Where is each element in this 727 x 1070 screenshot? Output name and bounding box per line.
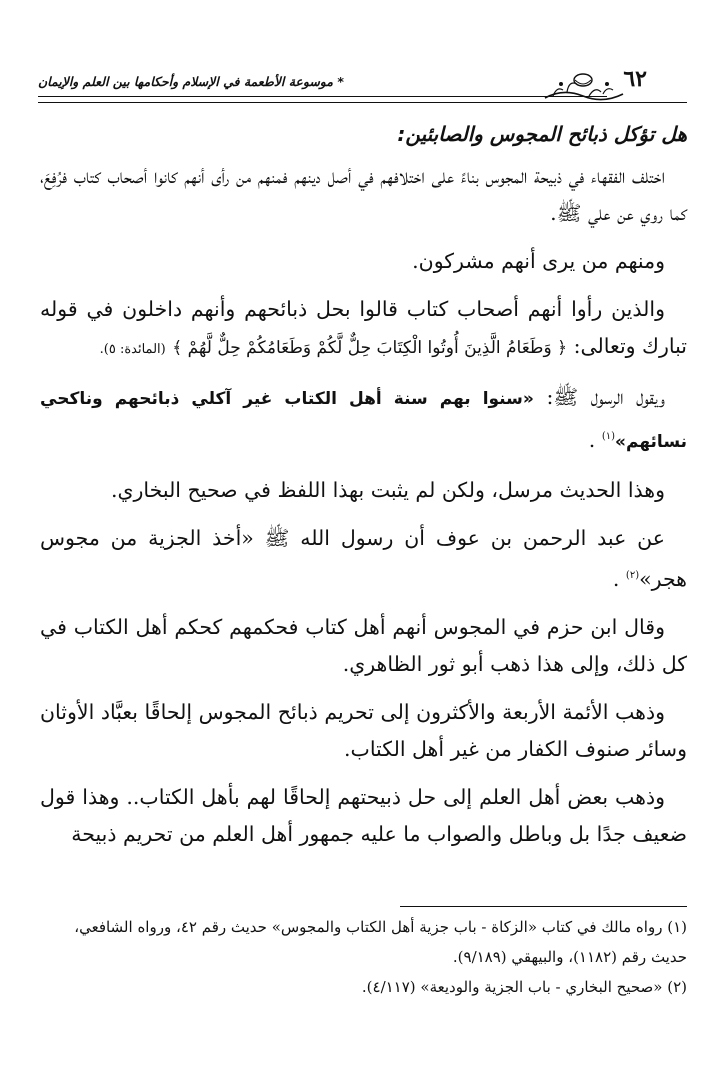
paragraph-text: عن عبد الرحمن بن عوف أن رسول الله ﷺ «أخذ الجزية من مجوس هجر» <box>40 525 687 591</box>
hadith-quote: «سنوا بهم سنة أهل الكتاب غير آكلي ذبائحهم وناكحي نسائهم» <box>40 389 687 452</box>
paragraph: ومنهم من يرى أنهم مشركون. <box>412 249 665 273</box>
floral-ornament-icon <box>543 70 625 104</box>
paragraph <box>40 291 687 368</box>
verse-reference: (المائدة: ٥). <box>99 342 166 357</box>
footnote: (١) رواه مالك في كتاب «الزكاة - باب جزية أهل الكتاب والمجوس» حديث رقم ٤٢، ورواه الشافعي، حديث رقم (١١٨٢)، والبيهقي (٩/١٨٩). <box>74 918 687 966</box>
paragraph: ويقول الرسول ﷺ: «سنوا بهم سنة أهل الكتاب غير آكلي ذبائحهم وناكحي نسائهم»$^{(١)}$ . <box>40 385 687 452</box>
paragraph: وذهب بعض أهل العلم إلى حل ذبيحتهم إلحاقًا لهم بأهل الكتاب.. وهذا قول ضعيف جدًا بل وباطل والصواب ما عليه جمهور أهل العلم من تحريم ذبيحة <box>40 784 687 846</box>
paragraph: وذهب الأئمة الأربعة والأكثرون إلى تحريم ذبائح المجوس إلحاقًا بعبَّاد الأوثان وسائر صنوف الكفار من غير أهل الكتاب. <box>40 699 687 761</box>
page-number: ٦٢ <box>623 66 647 92</box>
footnote: (٢) «صحيح البخاري - باب الجزية والوديعة» (٤/١١٧). <box>361 978 687 996</box>
paragraph: وهذا الحديث مرسل، ولكن لم يثبت بهذا اللفظ في صحيح البخاري. <box>110 477 665 502</box>
section-heading: هل تؤكل ذبائح المجوس والصابئين: <box>397 122 687 146</box>
main-text <box>40 158 687 864</box>
footnote-marker[interactable]: (٢) <box>625 569 640 581</box>
paragraph: وقال ابن حزم في المجوس أنهم أهل كتاب فحكمهم كحكم أهل الكتاب في كل ذلك، وإلى هذا ذهب أبو ثور الظاهري. <box>40 614 687 676</box>
page-header <box>38 62 687 112</box>
paragraph: عن عبد الرحمن بن عوف أن رسول الله ﷺ «أخذ الجزية من مجوس هجر»$^{(٢)}$ . <box>40 525 687 591</box>
header-rule-thin <box>38 102 687 103</box>
paragraph: اختلف الفقهاء في ذبيحة المجوس بناءً على اختلافهم في أصل دينهم فمنهم من رأى أنهم كانوا أصحاب كتاب فرُفِعَ، كما روي عن علي ﷺ. <box>40 164 687 225</box>
paragraph-text: والذين رأوا أنهم أصحاب كتاب قالوا بحل ذبائحهم وأنهم داخلون في قوله تبارك وتعالى: <box>40 297 687 358</box>
footnote-divider <box>400 906 687 907</box>
quran-verse: ﴿ وَطَعَامُ الَّذِينَ أُوتُوا الْكِتَابَ حِلٌّ لَّكُمْ وَطَعَامُكُمْ حِلٌّ لَّهُمْ ﴾ <box>172 338 568 358</box>
footnotes <box>40 912 687 1002</box>
running-title: * موسوعة الأطعمة في الإسلام وأحكامها بين العلم والإيمان <box>38 74 344 89</box>
header-rule <box>38 96 607 97</box>
footnote-marker[interactable]: (١) <box>601 431 616 442</box>
paragraph-text: ويقول الرسول ﷺ: <box>533 385 665 409</box>
